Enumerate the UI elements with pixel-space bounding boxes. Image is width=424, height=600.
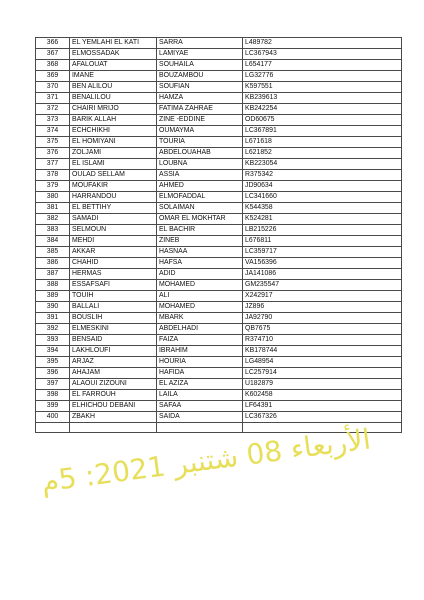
first-name-cell: ZINEB (157, 236, 243, 247)
last-name-cell: BALLALI (70, 302, 157, 313)
first-name-cell: SAFAA (157, 401, 243, 412)
first-name-cell: AHMED (157, 181, 243, 192)
table-row (36, 148, 402, 159)
id-number-cell: LC367891 (243, 126, 402, 137)
first-name-cell: MOHAMED (157, 302, 243, 313)
candidate-table-body (36, 38, 402, 433)
id-number-cell: KB239613 (243, 93, 402, 104)
last-name-cell: BENALILOU (70, 93, 157, 104)
table-row (36, 324, 402, 335)
id-number-cell: LB215226 (243, 225, 402, 236)
row-number-cell: 399 (36, 401, 70, 412)
table-row (36, 137, 402, 148)
id-number-cell: L489782 (243, 38, 402, 49)
first-name-cell: ALI (157, 291, 243, 302)
row-number-cell: 392 (36, 324, 70, 335)
table-row (36, 203, 402, 214)
row-number-cell: 381 (36, 203, 70, 214)
row-number-cell: 382 (36, 214, 70, 225)
first-name-cell: HASNAA (157, 247, 243, 258)
handwritten-date-note: الأربعاء 08 شتنبر 2021: 5م (39, 422, 373, 499)
row-number-cell: 368 (36, 60, 70, 71)
table-row (36, 71, 402, 82)
first-name-cell: TOURIA (157, 137, 243, 148)
id-number-cell: LG32776 (243, 71, 402, 82)
first-name-cell: HAFSA (157, 258, 243, 269)
table-row (36, 258, 402, 269)
last-name-cell: ARJAZ (70, 357, 157, 368)
row-number-cell: 378 (36, 170, 70, 181)
row-number-cell: 375 (36, 137, 70, 148)
row-number-cell: 387 (36, 269, 70, 280)
id-number-cell: X242917 (243, 291, 402, 302)
last-name-cell: SELMOUN (70, 225, 157, 236)
table-row (36, 401, 402, 412)
last-name-cell: BOUSLIH (70, 313, 157, 324)
first-name-cell: HOURIA (157, 357, 243, 368)
row-number-cell: 397 (36, 379, 70, 390)
id-number-cell: LC341660 (243, 192, 402, 203)
first-name-cell: ZINE -EDDINE (157, 115, 243, 126)
empty-cell (70, 423, 157, 433)
table-row (36, 335, 402, 346)
last-name-cell: ECHCHIKHI (70, 126, 157, 137)
last-name-cell: SAMADI (70, 214, 157, 225)
last-name-cell: ELMOSSADAK (70, 49, 157, 60)
id-number-cell: R374710 (243, 335, 402, 346)
last-name-cell: OULAD SELLAM (70, 170, 157, 181)
last-name-cell: HERMAS (70, 269, 157, 280)
table-row (36, 159, 402, 170)
empty-cell (157, 423, 243, 433)
row-number-cell: 394 (36, 346, 70, 357)
last-name-cell: EL HOMIYANI (70, 137, 157, 148)
row-number-cell: 390 (36, 302, 70, 313)
id-number-cell: JA92790 (243, 313, 402, 324)
row-number-cell: 383 (36, 225, 70, 236)
last-name-cell: ZOLJAMI (70, 148, 157, 159)
last-name-cell: EL FARROUH (70, 390, 157, 401)
row-number-cell: 372 (36, 104, 70, 115)
first-name-cell: MBARK (157, 313, 243, 324)
row-number-cell: 367 (36, 49, 70, 60)
id-number-cell: KB178744 (243, 346, 402, 357)
empty-cell (36, 423, 70, 433)
row-number-cell: 379 (36, 181, 70, 192)
table-row (36, 346, 402, 357)
id-number-cell: R375342 (243, 170, 402, 181)
first-name-cell: LAMIYAE (157, 49, 243, 60)
id-number-cell: LC257914 (243, 368, 402, 379)
table-row (36, 291, 402, 302)
last-name-cell: ELHICHOU DEBANI (70, 401, 157, 412)
last-name-cell: IMANE (70, 71, 157, 82)
row-number-cell: 374 (36, 126, 70, 137)
id-number-cell: JZ896 (243, 302, 402, 313)
first-name-cell: MOHAMED (157, 280, 243, 291)
row-number-cell: 398 (36, 390, 70, 401)
last-name-cell: EL BETTIHY (70, 203, 157, 214)
row-number-cell: 377 (36, 159, 70, 170)
table-row (36, 280, 402, 291)
id-number-cell: QB7675 (243, 324, 402, 335)
last-name-cell: ELMESKINI (70, 324, 157, 335)
table-row (36, 390, 402, 401)
table-row (36, 115, 402, 126)
first-name-cell: OMAR EL MOKHTAR (157, 214, 243, 225)
last-name-cell: HARRANDOU (70, 192, 157, 203)
id-number-cell: L676811 (243, 236, 402, 247)
first-name-cell: FATIMA ZAHRAE (157, 104, 243, 115)
id-number-cell: JA141086 (243, 269, 402, 280)
first-name-cell: SOLAIMAN (157, 203, 243, 214)
first-name-cell: LAILA (157, 390, 243, 401)
row-number-cell: 369 (36, 71, 70, 82)
id-number-cell: GM235547 (243, 280, 402, 291)
table-row (36, 269, 402, 280)
row-number-cell: 366 (36, 38, 70, 49)
id-number-cell: JD90634 (243, 181, 402, 192)
row-number-cell: 400 (36, 412, 70, 423)
last-name-cell: TOUIH (70, 291, 157, 302)
first-name-cell: HAFIDA (157, 368, 243, 379)
table-row (36, 104, 402, 115)
row-number-cell: 373 (36, 115, 70, 126)
row-number-cell: 370 (36, 82, 70, 93)
id-number-cell: OD60675 (243, 115, 402, 126)
id-number-cell: L621852 (243, 148, 402, 159)
first-name-cell: LOUBNA (157, 159, 243, 170)
row-number-cell: 389 (36, 291, 70, 302)
table-row (36, 126, 402, 137)
table-row (36, 247, 402, 258)
last-name-cell: BENSAID (70, 335, 157, 346)
first-name-cell: HAMZA (157, 93, 243, 104)
id-number-cell: KB223054 (243, 159, 402, 170)
first-name-cell: SAIDA (157, 412, 243, 423)
table-row (36, 192, 402, 203)
last-name-cell: AFALOUAT (70, 60, 157, 71)
id-number-cell: L671618 (243, 137, 402, 148)
row-number-cell: 371 (36, 93, 70, 104)
last-name-cell: EL ISLAMI (70, 159, 157, 170)
table-row (36, 236, 402, 247)
table-row (36, 302, 402, 313)
table-row (36, 357, 402, 368)
last-name-cell: BARIK ALLAH (70, 115, 157, 126)
row-number-cell: 385 (36, 247, 70, 258)
last-name-cell: CHAIRI MRIJO (70, 104, 157, 115)
id-number-cell: K597551 (243, 82, 402, 93)
id-number-cell: LF64391 (243, 401, 402, 412)
table-row (36, 313, 402, 324)
id-number-cell: U182879 (243, 379, 402, 390)
last-name-cell: LAKHLOUFI (70, 346, 157, 357)
first-name-cell: IBRAHIM (157, 346, 243, 357)
table-row (36, 60, 402, 71)
table-row (36, 368, 402, 379)
first-name-cell: SARRA (157, 38, 243, 49)
last-name-cell: BEN ALILOU (70, 82, 157, 93)
id-number-cell: K524281 (243, 214, 402, 225)
candidate-table (35, 37, 402, 433)
table-row (36, 82, 402, 93)
id-number-cell: LC367943 (243, 49, 402, 60)
table-row (36, 49, 402, 60)
table-row (36, 38, 402, 49)
last-name-cell: MOUFAKIR (70, 181, 157, 192)
table-row (36, 181, 402, 192)
table-row (36, 379, 402, 390)
first-name-cell: ASSIA (157, 170, 243, 181)
last-name-cell: ALAOUI ZIZOUNI (70, 379, 157, 390)
id-number-cell: LG48954 (243, 357, 402, 368)
row-number-cell: 376 (36, 148, 70, 159)
last-name-cell: AHAJAM (70, 368, 157, 379)
last-name-cell: ESSAFSAFI (70, 280, 157, 291)
id-number-cell: L654177 (243, 60, 402, 71)
id-number-cell: LC359717 (243, 247, 402, 258)
row-number-cell: 386 (36, 258, 70, 269)
row-number-cell: 384 (36, 236, 70, 247)
row-number-cell: 396 (36, 368, 70, 379)
first-name-cell: FAIZA (157, 335, 243, 346)
first-name-cell: ABDELOUAHAB (157, 148, 243, 159)
table-row (36, 170, 402, 181)
first-name-cell: ABDELHADI (157, 324, 243, 335)
row-number-cell: 380 (36, 192, 70, 203)
id-number-cell: KB242254 (243, 104, 402, 115)
last-name-cell: EL YEMLAHI EL KATI (70, 38, 157, 49)
last-name-cell: ZBAKH (70, 412, 157, 423)
first-name-cell: BOUZAMBOU (157, 71, 243, 82)
id-number-cell: K544358 (243, 203, 402, 214)
row-number-cell: 395 (36, 357, 70, 368)
table-row (36, 214, 402, 225)
first-name-cell: OUMAYMA (157, 126, 243, 137)
row-number-cell: 391 (36, 313, 70, 324)
table-row (36, 225, 402, 236)
table-row (36, 93, 402, 104)
last-name-cell: MEHDI (70, 236, 157, 247)
first-name-cell: ADID (157, 269, 243, 280)
first-name-cell: SOUHAILA (157, 60, 243, 71)
id-number-cell: K602458 (243, 390, 402, 401)
last-name-cell: CHAHID (70, 258, 157, 269)
last-name-cell: AKKAR (70, 247, 157, 258)
id-number-cell: LC367326 (243, 412, 402, 423)
first-name-cell: SOUFIAN (157, 82, 243, 93)
row-number-cell: 388 (36, 280, 70, 291)
first-name-cell: ELMOFADDAL (157, 192, 243, 203)
first-name-cell: EL AZIZA (157, 379, 243, 390)
first-name-cell: EL BACHIR (157, 225, 243, 236)
row-number-cell: 393 (36, 335, 70, 346)
id-number-cell: VA156396 (243, 258, 402, 269)
